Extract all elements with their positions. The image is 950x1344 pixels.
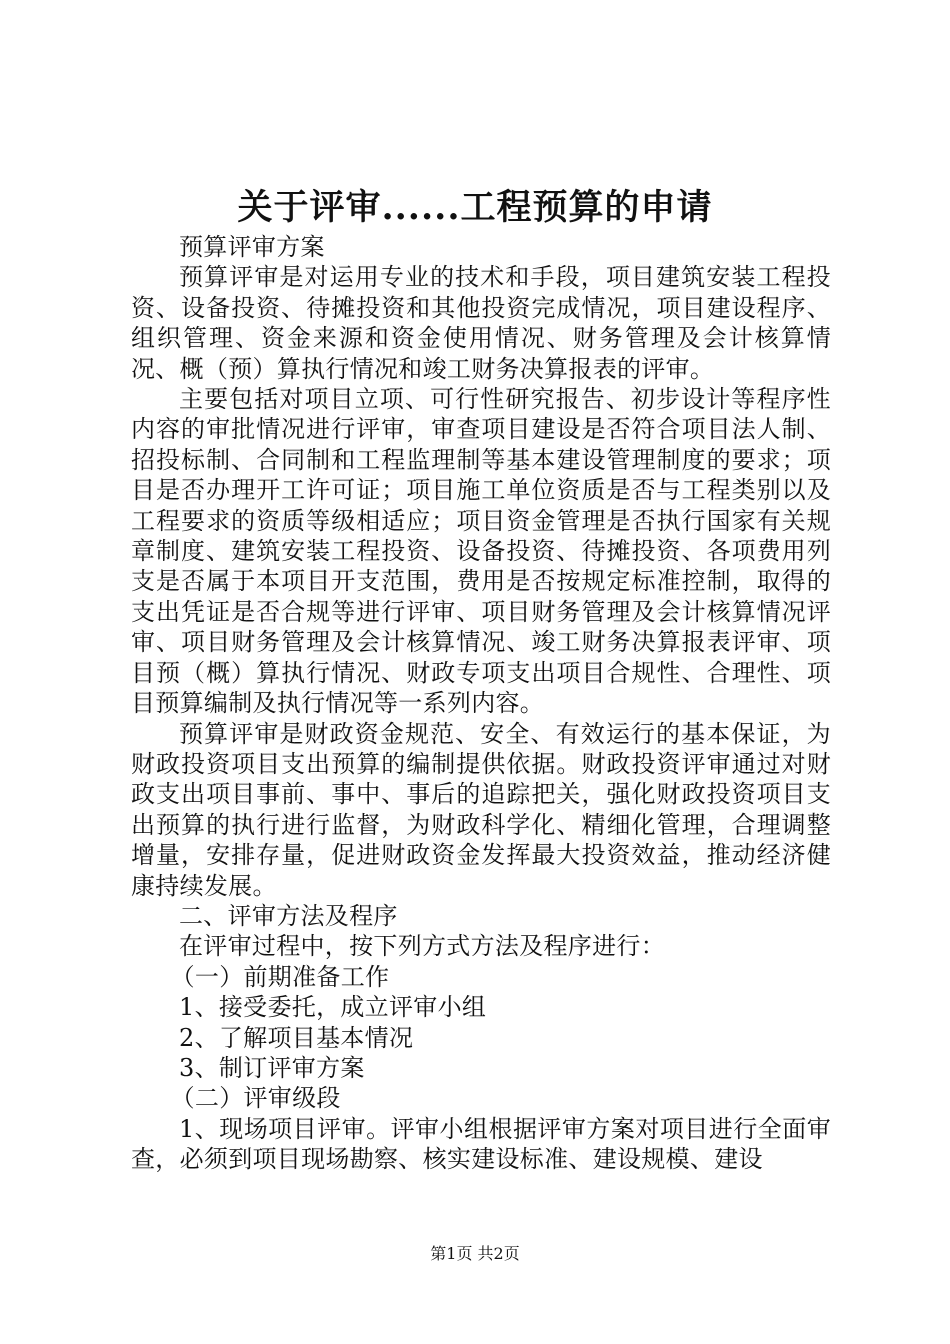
document-body bbox=[131, 232, 831, 1175]
document-title: 关于评审......工程预算的申请 bbox=[237, 187, 713, 228]
paragraph-definition: 预算评审是对运用专业的技术和手段，项目建筑安装工程投资、设备投资、待摊投资和其他投资完成情况，项目建设程序、组织管理、资金来源和资金使用情况、财务管理及会计核算情况、概（预）算执行情况和竣工财务决算报表的评审。 bbox=[131, 263, 831, 383]
list-item-step-2: 2、了解项目基本情况 bbox=[179, 1023, 414, 1052]
paragraph-purpose: 预算评审是财政资金规范、安全、有效运行的基本保证，为财政投资项目支出预算的编制提供依据。财政投资评审通过对财政支出项目事前、事中、事后的追踪把关，强化财政投资项目支出预算的执行进行监督，为财政科学化、精细化管理，合理调整增量，安排存量，促进财政资金发挥最大投资效益，推动经济健康持续发展。 bbox=[131, 719, 831, 900]
paragraph-scope: 主要包括对项目立项、可行性研究报告、初步设计等程序性内容的审批情况进行评审，审查项目建设是否符合项目法人制、招投标制、合同制和工程监理制等基本建设管理制度的要求；项目是否办理开工许可证；项目施工单位资质是否与工程类别以及工程要求的资质等级相适应；项目资金管理是否执行国家有关规章制度、建筑安装工程投资、设备投资、待摊投资、各项费用列支是否属于本项目开支范围，费用是否按规定标准控制，取得的支出凭证是否合规等进行评审、项目财务管理及会计核算情况评审、项目财务管理及会计核算情况、竣工财务决算报表评审、项目预（概）算执行情况、财政专项支出项目合规性、合理性、项目预算编制及执行情况等一系列内容。 bbox=[131, 385, 831, 718]
subsection-heading-stages: （二）评审级段 bbox=[170, 1084, 341, 1113]
paragraph-process-intro: 在评审过程中，按下列方式方法及程序进行： bbox=[179, 932, 665, 961]
paragraph-onsite-review: 1、现场项目评审。评审小组根据评审方案对项目进行全面审查，必须到项目现场勘察、核实建设标准、建设规模、建设 bbox=[131, 1114, 831, 1174]
list-item-step-3: 3、制订评审方案 bbox=[179, 1053, 365, 1082]
subsection-heading-preparation: （一）前期准备工作 bbox=[170, 962, 390, 991]
page-footer: 第1页 共2页 bbox=[430, 1244, 520, 1263]
section-heading-methods: 二、评审方法及程序 bbox=[179, 901, 398, 930]
paragraph-subtitle: 预算评审方案 bbox=[179, 233, 325, 261]
list-item-step-1: 1、接受委托，成立评审小组 bbox=[179, 993, 487, 1022]
